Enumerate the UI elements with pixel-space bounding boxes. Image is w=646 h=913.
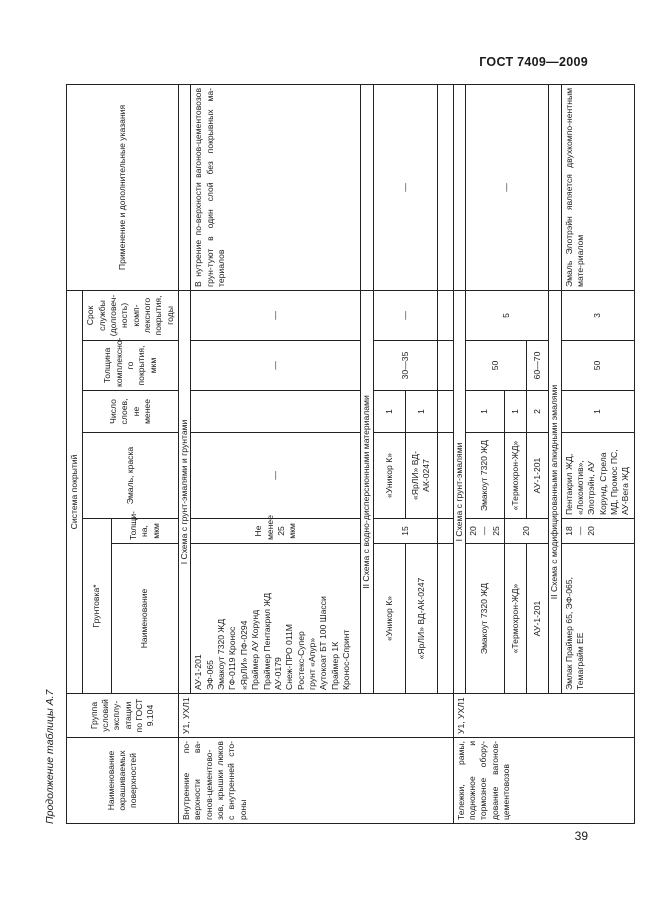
col-header-primer-thickness: Толщи-на, мкм [111, 519, 179, 544]
service-life-s4: 3 [561, 290, 634, 340]
col-header-notes: Применение и дополнительные указания [67, 84, 179, 290]
notes-spacer-s3 [453, 84, 465, 290]
primer-termokhron: «Термохрон-ЖД» [505, 544, 527, 694]
coating-systems-table [66, 84, 635, 824]
section-title-s4: II Схема с модифицированными алкидными эмалями [549, 290, 561, 693]
col-header-primer: Грунтовка* [83, 519, 111, 694]
enamel-au-1-201: АУ-1-201 [527, 433, 549, 519]
layers-unikor: 1 [373, 391, 405, 433]
col-header-surface: Наименование окрашиваемых поверхностей [67, 738, 179, 824]
notes-spacer-s4 [549, 84, 561, 290]
primer-yarli: «ЯрЛИ» ВД-АК-0247 [405, 544, 437, 694]
section-title-s3: I Схема с грунт-эмалями [453, 290, 465, 693]
total-thickness-s3: 50 [466, 341, 527, 391]
total-thickness-s4: 50 [561, 341, 634, 391]
layers-s1 [191, 391, 361, 433]
notes-spacer-s1 [179, 84, 191, 290]
primer-emakout: Эмакоут 7320 ЖД [466, 544, 505, 694]
primer-au-1-201: АУ-1-201 [527, 544, 549, 694]
total-thickness-s1: — [191, 341, 361, 391]
enamel-emakout: Эмакоут 7320 ЖД [466, 433, 505, 519]
primer-thickness-s2: 15 [373, 519, 437, 544]
layers-emakout: 1 [466, 391, 505, 433]
section-title-s2: II Схема с водно-дисперсионными материалами [361, 290, 373, 693]
total-thickness-au-1-201: 60—70 [527, 341, 549, 391]
service-life-s2: — [373, 290, 437, 340]
col-header-service-life: Срок службы (долговеч-ность) комп-лексного покрытия, годы [83, 290, 179, 340]
layers-yarli: 1 [405, 391, 437, 433]
spacer-block1-thickness [437, 519, 453, 544]
gost-header: ГОСТ 7409—2009 [479, 55, 588, 69]
primer-thickness-s1: Не менее 25 мкм [191, 519, 361, 544]
note-s3: — [466, 84, 549, 290]
col-header-primer-name: Наименование [111, 544, 179, 694]
col-header-enamel: Эмаль, краска [83, 433, 179, 519]
layers-au-1-201: 2 [527, 391, 549, 433]
primer-emlak: Эмлак Праймер 65, ЭФ-065, Темаграйм ЕЕ [561, 544, 634, 694]
enamel-list-s4: Пентакрил ЖД, «Локомотив», Элотрэйн, АУ Корунд, Стрела МД, Промос ПС, АУ-Вега ЖД [561, 433, 634, 519]
page-number: 39 [574, 829, 588, 843]
spacer-block1-layers [437, 391, 453, 433]
continuation-caption: Продолжение таблицы А.7 [44, 689, 56, 824]
thickness-emlak: 18—20 [561, 519, 634, 544]
layers-s4: 1 [561, 391, 634, 433]
col-header-layers: Число слоев, не менее [83, 391, 179, 433]
note-s4: Эмаль Элотрэйн является двухкомпо-нентным мате-риалом [561, 84, 634, 290]
group-block1: У1, УХЛ1 [179, 694, 454, 738]
spacer-block1-note [437, 84, 453, 290]
enamel-unikor: «Уникор К» [373, 433, 405, 519]
service-life-s1: — [191, 290, 361, 340]
enamel-yarli: «ЯрЛИ» ВД-АК-0247 [405, 433, 437, 519]
col-header-total-thickness: Толщина комплексно-го покрытия, мкм [83, 341, 179, 391]
section-title-s1: I Схема с грунт-эмалями и грунтами [179, 290, 191, 693]
group-block2: У1, УХЛ1 [453, 694, 634, 738]
surface-interior-wagons: Внутренние по-верхности ва-гонов-цементово-зов, крышки люков с внутренней сто-роны [179, 738, 454, 824]
spacer-block1-life [437, 290, 453, 340]
col-header-group: Группа условий эксплу-атации по ГОСТ 9.104 [67, 694, 179, 738]
notes-spacer-s2 [361, 84, 373, 290]
note-s1: В нутрение по-верхности вагонов-цементовозов грун-туют в один слой без покрывных ма-териалов [191, 84, 361, 290]
layers-termokhron: 1 [505, 391, 527, 433]
surface-bogies-frames: Тележки, рамы, подножное и тормозное обору-дование вагонов-цементовозов [453, 738, 634, 824]
enamel-termokhron: «Термохрон-ЖД» [505, 433, 527, 519]
service-life-s3: 5 [466, 290, 549, 340]
total-thickness-s2: 30—35 [373, 341, 437, 391]
spacer-block1-total [437, 341, 453, 391]
thickness-termokhron: 20 [505, 519, 549, 544]
thickness-emakout: 20—25 [466, 519, 505, 544]
primer-list-s1: АУ-1-201 ЭФ-065 Эмакоут 7320 ЖД ГФ-0119 Кронос «ЯрЛИ» ПФ-0294 Праймер АУ Корунд Праймер Пентакрил ЖД АУ-0179 Снеж-ПРО 011М Ростекс-Супер грунт «Апур» Аутокоат БТ 100 Шасси Праймер 1К Кронос-Спринт [191, 544, 361, 694]
col-header-system: Система покрытий [67, 290, 83, 693]
spacer-block1-enamel [437, 433, 453, 519]
primer-unikor: «Уникор К» [373, 544, 405, 694]
spacer-block1-primer [437, 544, 453, 694]
enamel-s1: — [191, 433, 361, 519]
specification-table [66, 85, 631, 824]
note-s2: — [373, 84, 437, 290]
rotated-table-wrapper [66, 85, 631, 824]
